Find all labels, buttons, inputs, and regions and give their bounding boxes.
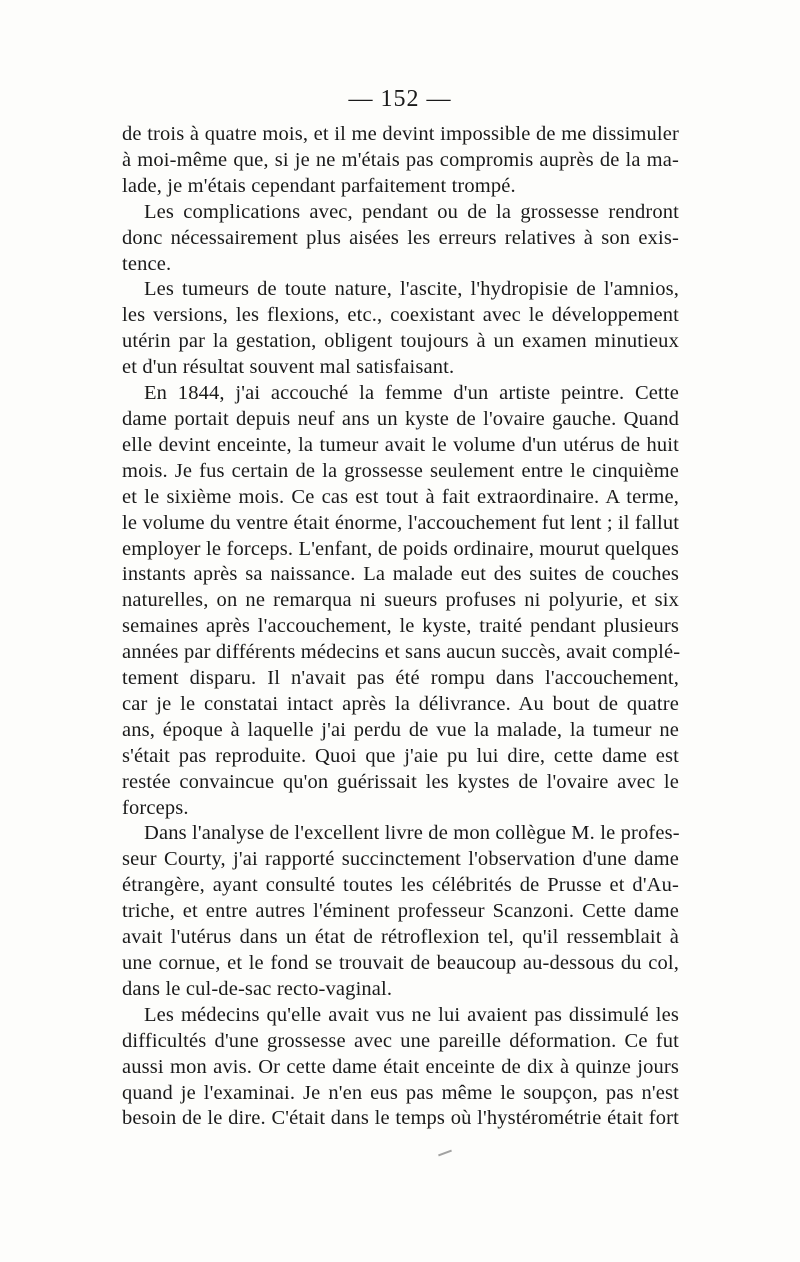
- page-number-header: — 152 —: [348, 86, 452, 112]
- text-line: semaines après l'accouchement, le kyste, traité pendant plusieurs: [122, 615, 679, 638]
- text-line: et le sixième mois. Ce cas est tout à fait extraordinaire. A terme,: [122, 485, 679, 508]
- text-line: années par différents médecins et sans aucun succès, avait complé-: [122, 641, 681, 664]
- text-line: elle devint enceinte, la tumeur avait le volume d'un utérus de huit: [122, 433, 679, 456]
- text-line: s'était pas reproduite. Quoi que j'aie pu lui dire, cette dame est: [122, 744, 679, 767]
- text-line: instants après sa naissance. La malade eut des suites de couches: [122, 563, 679, 586]
- text-line: dame portait depuis neuf ans un kyste de l'ovaire gauche. Quand: [122, 407, 679, 430]
- body-text: [122, 122, 679, 1132]
- text-line: En 1844, j'ai accouché la femme d'un artiste peintre. Cette: [144, 382, 679, 405]
- text-line: dans le cul-de-sac recto-vaginal.: [122, 977, 393, 1000]
- text-line: employer le forceps. L'enfant, de poids ordinaire, mourut quelques: [122, 537, 679, 560]
- ink-mark: [438, 1150, 452, 1157]
- text-line: Les tumeurs de toute nature, l'ascite, l'hydropisie de l'amnios,: [144, 278, 679, 301]
- text-line: seur Courty, j'ai rapporté succinctement l'observation d'une dame: [122, 848, 679, 871]
- text-line: ans, époque à laquelle j'ai perdu de vue la malade, la tumeur ne: [122, 718, 679, 741]
- text-line: à moi-même que, si je ne m'étais pas compromis auprès de la ma-: [122, 148, 679, 171]
- text-line: mois. Je fus certain de la grossesse seulement entre le cinquième: [122, 459, 679, 482]
- text-line: une cornue, et le fond se trouvait de beaucoup au-dessous du col,: [122, 952, 679, 974]
- text-line: le volume du ventre était énorme, l'accouchement fut lent ; il fallut: [122, 511, 680, 534]
- text-line: restée convaincue qu'on guérissait les kystes de l'ovaire avec le: [122, 770, 679, 793]
- text-line: forceps.: [122, 796, 189, 819]
- text-line: Les médecins qu'elle avait vus ne lui avaient pas dissimulé les: [144, 1003, 679, 1026]
- text-line: avait l'utérus dans un état de rétroflexion tel, qu'il ressemblait à: [122, 926, 679, 949]
- text-line: étrangère, ayant consulté toutes les célébrités de Prusse et d'Au-: [122, 874, 679, 897]
- text-line: utérin par la gestation, obligent toujours à un examen minutieux: [122, 330, 679, 353]
- text-line: et d'un résultat souvent mal satisfaisant.: [122, 356, 455, 379]
- text-line: Dans l'analyse de l'excellent livre de mon collègue M. le profes-: [144, 822, 680, 845]
- text-line: triche, et entre autres l'éminent professeur Scanzoni. Cette dame: [122, 900, 679, 923]
- text-line: de trois à quatre mois, et il me devint impossible de me dissimuler: [122, 123, 679, 145]
- text-line: naturelles, on ne remarqua ni sueurs profuses ni polyurie, et six: [122, 589, 679, 612]
- text-line: car je le constatai intact après la délivrance. Au bout de quatre: [122, 692, 679, 715]
- text-line: donc nécessairement plus aisées les erreurs relatives à son exis-: [122, 226, 679, 249]
- text-line: difficultés d'une grossesse avec une pareille déformation. Ce fut: [122, 1029, 679, 1052]
- text-line: quand je l'examinai. Je n'en eus pas même le soupçon, pas n'est: [122, 1081, 679, 1104]
- text-line: lade, je m'étais cependant parfaitement trompé.: [122, 174, 516, 197]
- text-line: tence.: [122, 252, 172, 275]
- text-line: aussi mon avis. Or cette dame était enceinte de dix à quinze jours: [122, 1055, 679, 1078]
- text-line: tement disparu. Il n'avait pas été rompu dans l'accouchement,: [122, 667, 679, 690]
- text-line: les versions, les flexions, etc., coexistant avec le développement: [122, 304, 679, 327]
- text-line: besoin de le dire. C'était dans le temps où l'hystérométrie était fort: [122, 1107, 679, 1130]
- text-line: Les complications avec, pendant ou de la grossesse rendront: [144, 200, 679, 223]
